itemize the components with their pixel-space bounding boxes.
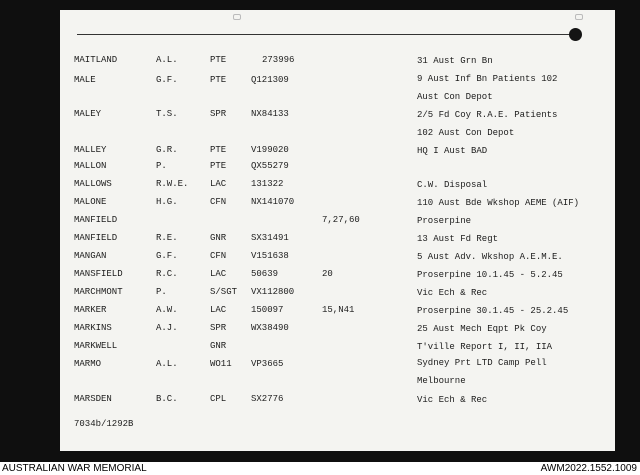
paper-mark	[575, 14, 583, 20]
rank-cell: PTE	[210, 55, 227, 65]
initials-cell: G.F.	[156, 251, 178, 261]
initials-cell: A.L.	[156, 359, 178, 369]
unit-notes-line: Proserpine 30.1.45 - 25.2.45	[417, 306, 569, 316]
rank-cell: GNR	[210, 233, 227, 243]
unit-notes-line: HQ I Aust BAD	[417, 146, 488, 156]
service-number-cell: V199020	[251, 145, 289, 155]
initials-cell: G.F.	[156, 75, 178, 85]
unit-notes-line: Proserpine	[417, 216, 472, 226]
surname-cell: MARKWELL	[74, 341, 118, 351]
unit-notes-line: 5 Aust Adv. Wkshop A.E.M.E.	[417, 252, 563, 262]
service-number-cell: 273996	[262, 55, 295, 65]
unit-notes-line: Aust Con Depot	[417, 92, 493, 102]
footer-accession-number: AWM2022.1552.1009	[540, 463, 637, 474]
initials-cell: R.E.	[156, 233, 178, 243]
rank-cell: PTE	[210, 75, 227, 85]
initials-cell: A.L.	[156, 55, 178, 65]
unit-notes-line: T'ville Report I, II, IIA	[417, 342, 553, 352]
service-number-cell: NX84133	[251, 109, 289, 119]
unit-notes-line: 2/5 Fd Coy R.A.E. Patients	[417, 110, 558, 120]
service-number-cell: VP3665	[251, 359, 284, 369]
surname-cell: MANSFIELD	[74, 269, 123, 279]
surname-cell: MALLEY	[74, 145, 107, 155]
rank-cell: SPR	[210, 323, 227, 333]
surname-cell: MARKINS	[74, 323, 112, 333]
rank-cell: SPR	[210, 109, 227, 119]
initials-cell: R.W.E.	[156, 179, 189, 189]
unit-notes-line: 13 Aust Fd Regt	[417, 234, 499, 244]
punch-hole	[569, 28, 582, 41]
surname-cell: MANFIELD	[74, 233, 118, 243]
surname-cell: MALE	[74, 75, 96, 85]
service-number-cell: 50639	[251, 269, 279, 279]
initials-cell: P.	[156, 161, 167, 171]
unit-notes-line: Vic Ech & Rec	[417, 288, 488, 298]
paper-mark	[233, 14, 241, 20]
surname-cell: MALONE	[74, 197, 107, 207]
initials-cell: P.	[156, 287, 167, 297]
rank-cell: LAC	[210, 269, 227, 279]
unit-notes-line: Vic Ech & Rec	[417, 395, 488, 405]
unit-notes-line: 9 Aust Inf Bn Patients 102	[417, 74, 558, 84]
service-number-cell: 150097	[251, 305, 284, 315]
unit-notes-line: 102 Aust Con Depot	[417, 128, 515, 138]
surname-cell: MAITLAND	[74, 55, 118, 65]
surname-cell: MALLON	[74, 161, 107, 171]
service-number-cell: NX141070	[251, 197, 295, 207]
unit-notes-line: 110 Aust Bde Wkshop AEME (AIF)	[417, 198, 580, 208]
initials-cell: A.W.	[156, 305, 178, 315]
footer-institution: AUSTRALIAN WAR MEMORIAL	[2, 463, 147, 474]
document-reference: 7034b/1292B	[74, 419, 134, 429]
surname-cell: MALLOWS	[74, 179, 112, 189]
surname-cell: MARCHMONT	[74, 287, 123, 297]
rank-cell: CPL	[210, 394, 227, 404]
unit-notes-line: Melbourne	[417, 376, 466, 386]
initials-cell: H.G.	[156, 197, 178, 207]
service-number-cell: VX112800	[251, 287, 295, 297]
initials-cell: B.C.	[156, 394, 178, 404]
initials-cell: T.S.	[156, 109, 178, 119]
reference-cell: 15,N41	[322, 305, 355, 315]
reference-cell: 7,27,60	[322, 215, 360, 225]
header-rule	[77, 34, 573, 35]
service-number-cell: Q121309	[251, 75, 289, 85]
surname-cell: MANFIELD	[74, 215, 118, 225]
rank-cell: CFN	[210, 251, 227, 261]
unit-notes-line: Proserpine 10.1.45 - 5.2.45	[417, 270, 563, 280]
rank-cell: PTE	[210, 145, 227, 155]
surname-cell: MARKER	[74, 305, 107, 315]
service-number-cell: QX55279	[251, 161, 289, 171]
rank-cell: PTE	[210, 161, 227, 171]
rank-cell: CFN	[210, 197, 227, 207]
surname-cell: MALEY	[74, 109, 102, 119]
service-number-cell: V151638	[251, 251, 289, 261]
initials-cell: A.J.	[156, 323, 178, 333]
unit-notes-line: 25 Aust Mech Eqpt Pk Coy	[417, 324, 547, 334]
service-number-cell: SX31491	[251, 233, 289, 243]
initials-cell: R.C.	[156, 269, 178, 279]
rank-cell: GNR	[210, 341, 227, 351]
unit-notes-line: C.W. Disposal	[417, 180, 488, 190]
rank-cell: S/SGT	[210, 287, 238, 297]
initials-cell: G.R.	[156, 145, 178, 155]
surname-cell: MARSDEN	[74, 394, 112, 404]
rank-cell: LAC	[210, 179, 227, 189]
surname-cell: MANGAN	[74, 251, 107, 261]
reference-cell: 20	[322, 269, 333, 279]
rank-cell: WO11	[210, 359, 232, 369]
service-number-cell: WX38490	[251, 323, 289, 333]
service-number-cell: SX2776	[251, 394, 284, 404]
unit-notes-line: Sydney Prt LTD Camp Pell	[417, 358, 547, 368]
unit-notes-line: 31 Aust Grn Bn	[417, 56, 493, 66]
rank-cell: LAC	[210, 305, 227, 315]
service-number-cell: 131322	[251, 179, 284, 189]
surname-cell: MARMO	[74, 359, 102, 369]
